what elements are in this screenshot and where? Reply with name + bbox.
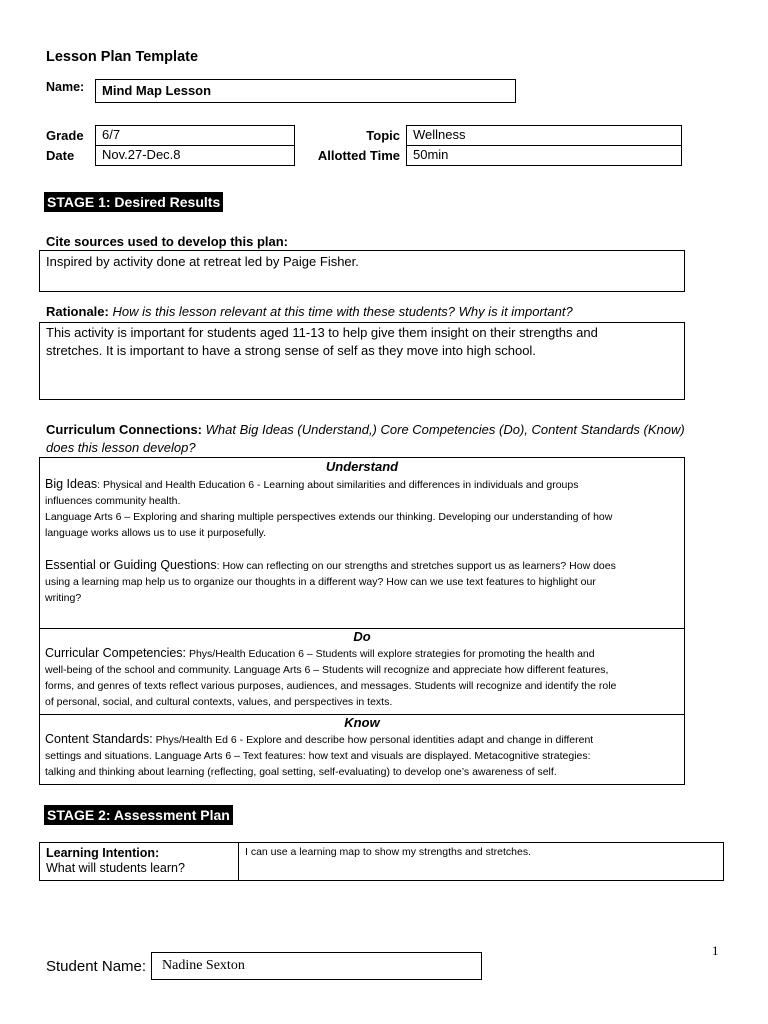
topic-field[interactable]: Wellness [406, 125, 682, 146]
know-heading: Know [344, 715, 380, 730]
essential-questions-line-1: : How can reflecting on our strengths and stretches support us as learners? How does [216, 560, 616, 572]
curriculum-label: Curriculum Connections: [46, 422, 203, 437]
do-heading: Do [353, 629, 371, 644]
name-label: Name: [46, 80, 85, 94]
cite-text: Inspired by activity done at retreat led by Paige Fisher. [46, 254, 359, 269]
rationale-heading [46, 304, 573, 319]
page-title: Lesson Plan Template [46, 49, 199, 65]
student-name-label: Student Name: [46, 958, 147, 975]
date-label: Date [46, 148, 75, 163]
know-line-3: talking and thinking about learning (reflecting, goal setting, self-evaluating) to develop one’s awareness of self. [45, 766, 557, 778]
learning-intention-label-cell [40, 843, 239, 880]
do-cell[interactable] [40, 628, 684, 715]
allotted-time-field[interactable]: 50min [406, 145, 682, 166]
rationale-label: Rationale: [46, 304, 109, 319]
essential-questions-line-3: writing? [45, 592, 82, 604]
stage1-heading: STAGE 1: Desired Results [44, 192, 223, 212]
big-ideas-line-4: language works allows us to use it purposefully. [45, 527, 267, 539]
student-name-field[interactable] [151, 952, 482, 980]
topic-label: Topic [366, 128, 400, 143]
date-field[interactable]: Nov.27-Dec.8 [95, 145, 295, 166]
rationale-line-1: This activity is important for students aged 11-13 to help give them insight on their strengths and [46, 325, 598, 340]
curriculum-table [39, 457, 685, 785]
big-ideas-line-1: : Physical and Health Education 6 - Learning about similarities and differences in individuals and groups [97, 479, 579, 491]
student-name-value: Nadine Sexton [162, 958, 245, 973]
big-ideas-line-3: Language Arts 6 – Exploring and sharing multiple perspectives extends our thinking. Developing our understanding of how [45, 511, 613, 523]
do-line-2: well-being of the school and community. Language Arts 6 – Students will recognize and appreciate how different features, [45, 664, 609, 676]
do-line-4: of personal, social, and cultural contexts, values, and perspectives in texts. [45, 696, 393, 708]
curricular-competencies-label: Curricular Competencies: [45, 646, 187, 660]
curriculum-heading [46, 421, 726, 457]
name-field[interactable]: Mind Map Lesson [95, 79, 516, 103]
learning-intention-value[interactable]: I can use a learning map to show my strengths and stretches. [245, 846, 531, 858]
stage2-heading: STAGE 2: Assessment Plan [44, 805, 233, 825]
allotted-time-label: Allotted Time [317, 148, 400, 163]
rationale-box[interactable] [39, 322, 685, 400]
cite-box[interactable] [39, 250, 685, 292]
big-ideas-label: Big Ideas [45, 477, 98, 491]
learning-intention-table [39, 842, 724, 881]
understand-heading: Understand [325, 459, 399, 474]
do-line-3: forms, and genres of texts reflect various purposes, audiences, and messages. Students will recognize and identify the role [45, 680, 617, 692]
big-ideas-line-2: influences community health. [45, 495, 181, 507]
essential-questions-line-2: using a learning map help us to organize our thoughts in a different way? How can we use text features to highlight our [45, 576, 596, 588]
cite-label: Cite sources used to develop this plan: [46, 234, 288, 249]
learning-intention-label: Learning Intention: [46, 846, 160, 860]
curriculum-question-1: What Big Ideas (Understand,) Core Competencies (Do), Content Standards (Know) [205, 422, 685, 437]
content-standards-label: Content Standards: [45, 732, 153, 746]
do-line-1: Phys/Health Education 6 – Students will explore strategies for promoting the health and [186, 648, 595, 660]
learning-intention-sub: What will students learn? [46, 861, 185, 875]
grade-field[interactable]: 6/7 [95, 125, 295, 146]
essential-questions-label: Essential or Guiding Questions [45, 558, 217, 572]
grade-label: Grade [46, 128, 84, 143]
rationale-question: How is this lesson relevant at this time with these students? Why is it important? [112, 304, 573, 319]
understand-cell[interactable] [40, 458, 684, 629]
know-cell[interactable] [40, 714, 684, 784]
rationale-line-2: stretches. It is important to have a strong sense of self as they move into high school. [46, 343, 536, 358]
page-number: 1 [712, 943, 719, 958]
know-line-2: settings and situations. Language Arts 6 – Text features: how text and visuals are displayed. Metacognitive strategies: [45, 750, 591, 762]
curriculum-question-2: does this lesson develop? [46, 440, 196, 455]
know-line-1: Phys/Health Ed 6 - Explore and describe how personal identities adapt and change in different [152, 734, 594, 746]
